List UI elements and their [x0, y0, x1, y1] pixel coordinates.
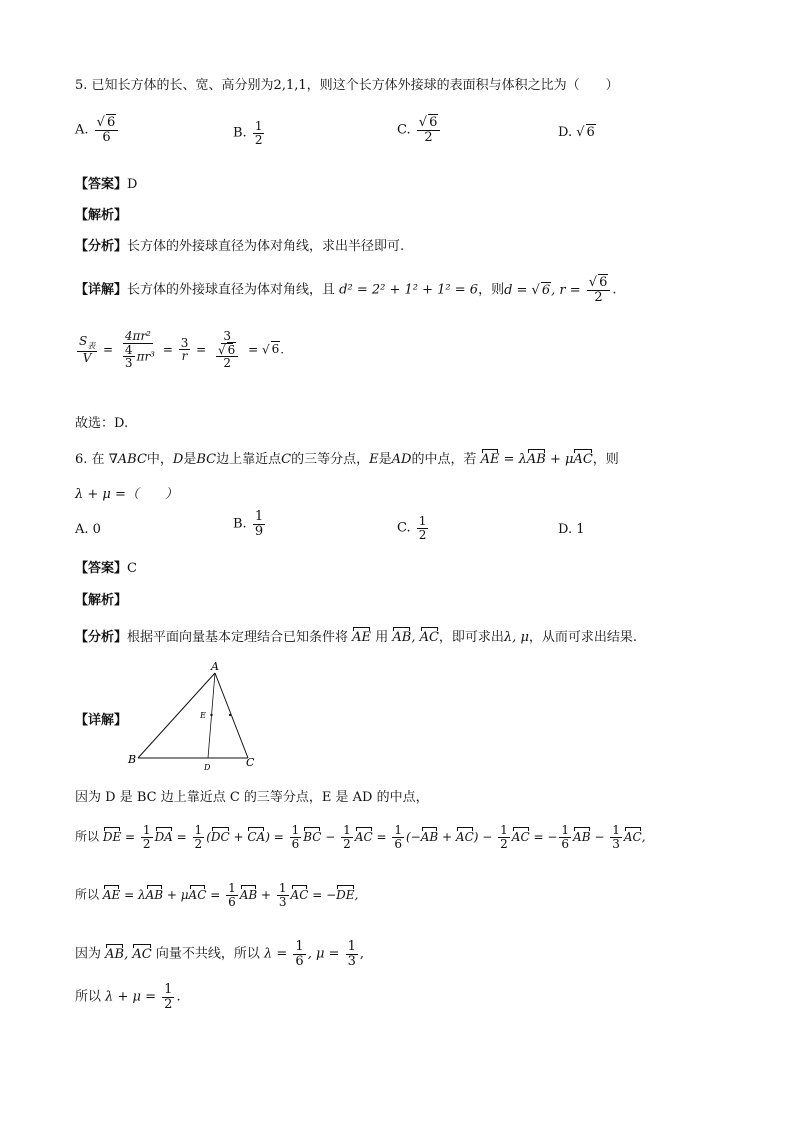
- answer-tag: 【答案】: [75, 561, 128, 576]
- q5-analysis-tag: 【解析】: [75, 208, 128, 223]
- q5-option-c: [397, 116, 442, 144]
- label-b: B: [128, 753, 137, 766]
- line2-prefix: 所以: [75, 829, 100, 844]
- fenxi-c: ，即可求出: [438, 630, 504, 645]
- detail-text-a: 长方体的外接球直径为体对角线，且: [127, 282, 336, 298]
- q5-option-c-label: C.: [397, 122, 411, 138]
- line4-mid: 向量不共线，所以: [155, 946, 260, 962]
- fenxi-d: ，从而可求出结果.: [528, 630, 638, 645]
- q6-detail-tag: 【详解】: [75, 713, 128, 728]
- q5-option-d-value: √ 6: [576, 125, 595, 140]
- q6-line2: 所以 DE = $\frac{1}{2}$ DA = $\frac{1}{2}$ (DC + CA) = $\frac{1}{6}$ BC − $\frac{1}{2}$ AC = $\frac{1}{6}$ (−AB + AC) − $\frac{1}{2}$ AC = − $\frac{1}{6}$ AB − $\frac{1}{3}$ AC,: [75, 823, 646, 851]
- point-e: E: [369, 452, 379, 467]
- q5-detail: 【详解】长方体的外接球直径为体对角线，且 d² = 2² + 1² + 1² = 6，则d = √ 6, r = $\frac{√ 6}{2}$ .: [75, 275, 617, 305]
- q6-option-c-value: $\frac{1}{2}$: [418, 514, 427, 542]
- q6-answer: [75, 557, 137, 576]
- formula-d-r: d = √ 6, r =: [504, 282, 585, 298]
- point-d: D: [172, 452, 184, 467]
- answer-tag: 【答案】: [75, 177, 128, 192]
- q6-stem-e: 的三等分点，: [291, 452, 370, 467]
- point-e-dot: [210, 714, 212, 716]
- fenxi-tag: 【分析】: [75, 239, 128, 254]
- fenxi-tag: 【分析】: [75, 630, 128, 645]
- point-c: C: [281, 452, 292, 467]
- q6-stem-d: 边上靠近点: [216, 452, 282, 467]
- label-a: A: [211, 660, 219, 673]
- q6-option-b: [233, 510, 267, 538]
- fenxi-b: 用: [375, 630, 389, 645]
- q5-fenxi: [75, 235, 404, 254]
- line3-formula: AE = λAB + μAC =: [102, 887, 225, 902]
- q5-stem-a: 5. 已知长方体的长、宽、高分别为: [75, 78, 274, 93]
- q5-option-a: [75, 116, 120, 144]
- q5-option-b-label: B.: [233, 125, 247, 141]
- q6-stem-a: 6. 在: [75, 452, 105, 467]
- q6-fenxi: [75, 626, 637, 645]
- line4-lambda: λ =: [264, 946, 292, 962]
- q6-stem-b: 中，: [146, 452, 173, 467]
- q5-option-d: [558, 125, 596, 140]
- ac-mark-dot: [229, 714, 231, 716]
- line3-prefix: 所以: [75, 887, 100, 902]
- fenxi-text: 长方体的外接球直径为体对角线，求出半径即可.: [127, 239, 405, 254]
- detail-tag: 【详解】: [75, 282, 128, 298]
- q6-line4: 因为 AB, AC 向量不共线，所以 λ = $\frac{1}{6}$ , μ = $\frac{1}{3}$ ,: [75, 939, 364, 969]
- q5-stem-nums: 2,1,1: [273, 78, 307, 93]
- detail-text-b: ，则: [478, 282, 505, 298]
- q5-option-b-value: $\frac{1}{2}$: [254, 119, 263, 147]
- q5-answer: [75, 173, 137, 192]
- vector-ae: AE: [352, 630, 372, 645]
- formula-d-squared: d² = 2² + 1² + 1² = 6: [339, 282, 479, 298]
- q6-line1-text: 因为 D 是 BC 边上靠近点 C 的三等分点，E 是 AD 的中点，: [75, 790, 429, 805]
- segment-ad: AD: [391, 452, 412, 467]
- label-e: E: [200, 711, 206, 720]
- q6-option-b-value: $\frac{1}{9}$: [254, 509, 264, 539]
- formula-r-value: $\frac{√ 6}{2}$: [587, 276, 611, 304]
- q6-option-d: D. 1: [558, 522, 585, 537]
- side-ac: [215, 673, 248, 758]
- q6-line1: [75, 786, 429, 805]
- triangle-abc: ∇ABC: [108, 452, 147, 467]
- q5-conclusion: 故选：D.: [75, 416, 129, 431]
- q5-option-a-value: $\frac{√ 6}{6}$: [95, 116, 119, 144]
- fenxi-a: 根据平面向量基本定理结合已知条件将: [127, 630, 349, 645]
- q5-option-b: [233, 120, 266, 146]
- vectors-ab-ac: AB, AC: [392, 630, 439, 645]
- q5-stem: [75, 74, 619, 93]
- q5-option-d-label: D.: [558, 125, 573, 140]
- q6-analysis-tag: 【解析】: [75, 593, 128, 608]
- q6-stem-h: ，则: [592, 452, 619, 467]
- line2-formula: DE =: [102, 829, 139, 844]
- q5-stem-b: ，则这个长方体外接球的表面积与体积之比为（ ）: [306, 78, 619, 93]
- label-d: D: [204, 763, 211, 772]
- lambda-mu: λ, μ: [503, 630, 529, 645]
- line4-prefix: 因为: [75, 946, 102, 962]
- q6-option-b-label: B.: [233, 516, 247, 532]
- q6-line3: 所以 AE = λAB + μAC = $\frac{1}{6}$ AB + $\frac{1}{3}$ AC = −DE,: [75, 881, 359, 909]
- q6-option-c-label: C.: [397, 520, 411, 536]
- q5-option-a-label: A.: [75, 122, 89, 138]
- line5-prefix: 所以: [75, 989, 102, 1005]
- q6-option-a: A. 0: [75, 522, 101, 537]
- q5-option-c-value: $\frac{√ 6}{2}$: [417, 116, 441, 144]
- q6-stem-c: 是: [183, 452, 197, 467]
- q5-ratio-formula: $\frac{S_表}{V}$ = 4πr² $\frac{4}{3}$ πr³ = $\frac{3}{r}$ = $\frac{3}{\frac{√ 6}{2}}$ = √ 6.: [79, 329, 285, 371]
- q6-stem-f: 是: [378, 452, 392, 467]
- triangle-figure: [120, 660, 270, 775]
- q6-line5: 所以 λ + μ = $\frac{1}{2}$ .: [75, 982, 181, 1012]
- segment-bc: BC: [196, 452, 217, 467]
- q6-option-c: [397, 515, 430, 541]
- q6-stem-g: 的中点，若: [411, 452, 477, 467]
- vector-equation: AE = λAB + μAC: [480, 452, 593, 467]
- q6-stem: [75, 448, 619, 467]
- line4-vectors: AB, AC: [105, 946, 152, 962]
- answer-value: C: [127, 561, 137, 576]
- line5-formula: λ + μ =: [105, 989, 161, 1005]
- label-c: C: [246, 756, 255, 769]
- q6-stem-line2: λ + μ =（ ）: [75, 487, 178, 502]
- answer-value: D: [127, 177, 138, 192]
